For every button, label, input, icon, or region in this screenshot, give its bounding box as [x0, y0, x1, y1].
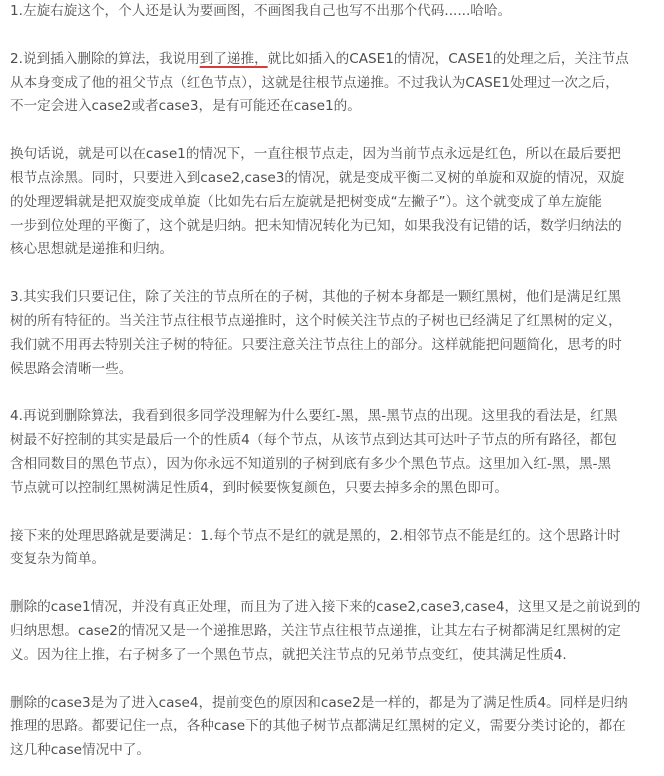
text-line: 核心思想就是递推和归纳。	[10, 241, 174, 258]
text-line: 删除的case1情况，并没有真正处理，而且为了进入接下来的case2,case3,case4，这里又是之前说到的	[10, 599, 641, 616]
paragraph-gap	[10, 501, 654, 525]
underlined-text: 到了递推，	[199, 50, 268, 67]
text-line: 我们就不用再去特别关注子树的特征。只要注意关注节点往上的部分。这样就能把问题简化，思考的时	[10, 336, 622, 353]
paragraph-gap	[10, 119, 654, 143]
paragraph-2	[10, 48, 654, 119]
text-line: 推理的思路。都要记住一点，各种case下的其他子树节点都满足红黑树的定义，需要分类讨论的，都在	[10, 718, 626, 735]
text-line: 删除的case3是为了进入case4，提前变色的原因和case2是一样的，都是为了满足性质4。同样是归纳	[10, 694, 628, 711]
text-line: 换句话说，就是可以在case1的情况下，一直往根节点走，因为当前节点永远是红色，所以在最后要把	[10, 146, 621, 163]
text-line: 树最不好控制的其实是最后一个的性质4（每个节点，从该节点到达其可达叶子节点的所有路径，都包	[10, 432, 617, 449]
text-line: 归纳思想。case2的情况又是一个递推思路，关注节点往根节点递推，让其左右子树都满足红黑树的定	[10, 622, 621, 639]
paragraph-6	[10, 525, 654, 573]
paragraph-3	[10, 143, 654, 262]
paragraph-4	[10, 286, 654, 381]
paragraph-gap	[10, 24, 654, 48]
text-line: 4.再说到删除算法，我看到很多同学没理解为什么要红-黑，黑-黑节点的出现。这里我的看法是，红黑	[10, 408, 618, 425]
text-segment: 2.说到插入删除的算法，我说用	[10, 50, 200, 67]
text-line: 1.左旋右旋这个，个人还是认为要画图，不画图我自己也写不出那个代码......哈哈。	[10, 3, 512, 19]
paragraph-gap	[10, 572, 654, 596]
text-line	[10, 51, 629, 67]
paragraph-gap	[10, 668, 654, 692]
text-line: 不一定会进入case2或者case3，是有可能还在case1的。	[10, 98, 361, 115]
paragraph-1	[10, 0, 654, 24]
text-line: 一步到位处理的平衡了，这个就是归纳。把未知情况转化为已知，如果我没有记错的话，数学归纳法的	[10, 217, 622, 234]
text-line: 3.其实我们只要记住，除了关注的节点所在的子树，其他的子树本身都是一颗红黑树，他们是满足红黑	[10, 289, 622, 306]
text-line: 的处理逻辑就是把双旋变成单旋（比如先右后左旋就是把树变成“左撇子”）。这个就变成了单左旋能	[10, 193, 602, 210]
paragraph-gap	[10, 262, 654, 286]
text-line: 树的所有特征的。当关注节点往根节点递推时，这个时候关注节点的子树也已经满足了红黑树的定义，	[10, 312, 622, 329]
paragraph-7	[10, 596, 654, 667]
text-line: 节点就可以控制红黑树满足性质4，到时候要恢复颜色，只要去掉多余的黑色即可。	[10, 479, 509, 496]
text-line: 这几种case情况中了。	[10, 742, 150, 759]
text-line: 变复杂为简单。	[10, 551, 106, 568]
text-segment: 就比如插入的CASE1的情况，CASE1的处理之后，关注节点	[267, 50, 629, 67]
text-line: 根节点涂黑。同时，只要进入到case2,case3的情况，就是变成平衡二叉树的单旋和双旋的情况，双旋	[10, 169, 625, 186]
paragraph-8	[10, 692, 654, 763]
text-line: 义。因为往上推，右子树多了一个黑色节点，就把关注节点的兄弟节点变红，使其满足性质4.	[10, 646, 567, 663]
paragraph-5	[10, 405, 654, 500]
text-line: 含相同数目的黑色节点），因为你永远不知道别的子树到底有多少个黑色节点。这里加入红-黑，黑-黑	[10, 455, 612, 472]
text-line: 候思路会清晰一些。	[10, 360, 133, 377]
text-line: 接下来的处理思路就是要满足：1.每个节点不是红的就是黑的，2.相邻节点不能是红的。这个思路计时	[10, 527, 621, 544]
paragraph-gap	[10, 381, 654, 405]
text-line: 从本身变成了他的祖父节点（红色节点），这就是往根节点递推。不过我认为CASE1处理过一次之后，	[10, 74, 619, 91]
